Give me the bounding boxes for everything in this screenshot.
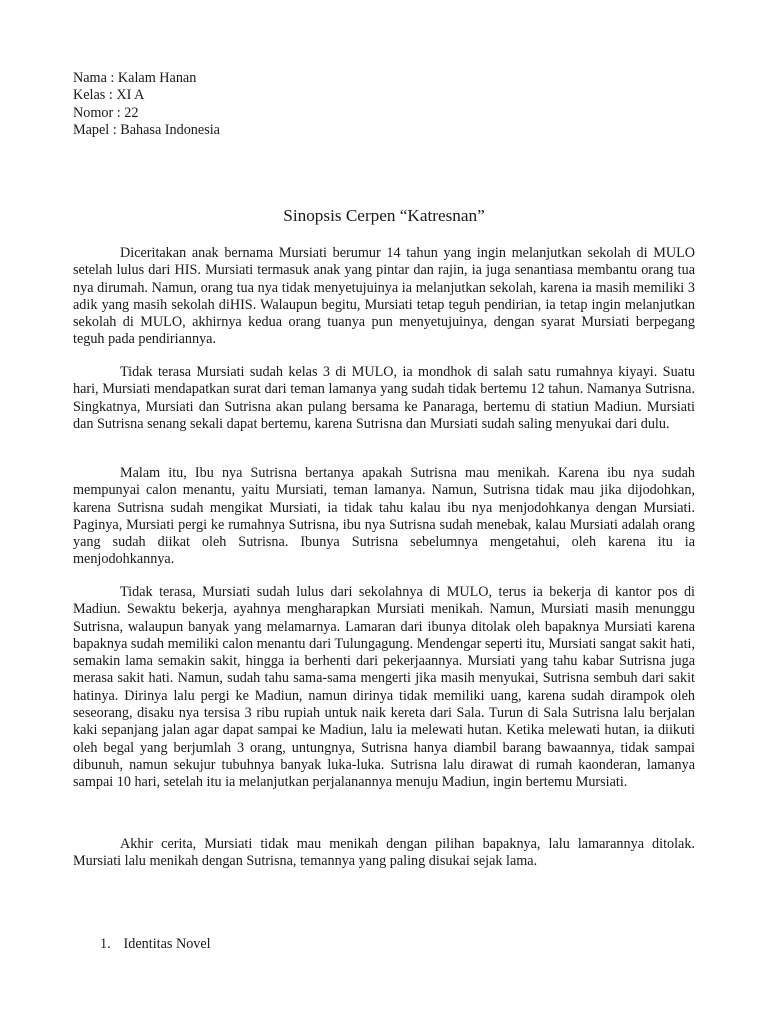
paragraph-1: Diceritakan anak bernama Mursiati berumur 14 tahun yang ingin melanjutkan sekolah di MULO setelah lulus dari HIS. Mursiati termasuk anak yang pintar dan rajin, ia juga senantiasa membantu orang tua nya dirumah. Namun, orang tua nya tidak menyetujuinya ia melanjutkan sekolah, karena ia masih memiliki 3 adik yang masih sekolah diHIS. Walaupun begitu, Mursiati tetap teguh pendirian, ia tetap ingin melanjutkan sekolah di MULO, akhirnya kedua orang tuanya pun menyetujuinya, dengan syarat Mursiati berpegang teguh pada pendiriannya. [73, 245, 695, 348]
student-info [73, 70, 220, 139]
student-class: Kelas : XI A [73, 87, 145, 104]
paragraph-3: Malam itu, Ibu nya Sutrisna bertanya apakah Sutrisna mau menikah. Karena ibu nya sudah mempunyai calon menantu, yaitu Mursiati, teman lamanya. Namun, Sutrisna tidak mau jika dijodohkan, karena Sutrisna sudah mengikat Mursiati, ia tidak tahu kalau ibu nya menjodohkanya dengan Mursiati. Paginya, Mursiati pergi ke rumahnya Sutrisna, ibu nya Sutrisna sudah menebak, kalau Mursiati adalah orang yang sudah diikat oleh Sutrisna. Ibunya Sutrisna sebelumnya mengetahui, oleh karena itu ia menjodohkannya. [73, 465, 695, 568]
student-number: Nomor : 22 [73, 104, 139, 121]
subject: Mapel : Bahasa Indonesia [73, 121, 220, 138]
list-number: 1. [100, 936, 111, 952]
list-item-label: Identitas Novel [123, 936, 211, 952]
paragraph-4: Tidak terasa, Mursiati sudah lulus dari sekolahnya di MULO, terus ia bekerja di kantor pos di Madiun. Sewaktu bekerja, ayahnya mengharapkan Mursiati menikah. Namun, Mursiati masih menunggu Sutrisna, walaupun banyak yang melamarnya. Lamaran dari ibunya ditolak oleh bapaknya Mursiati karena bapaknya sudah memiliki calon menantu dari Tulungagung. Mendengar seperti itu, Mursiati sangat sakit hati, semakin lama semakin sakit, hingga ia berhenti dari pekerjaannya. Mursiati yang tahu kabar Sutrisna juga merasa sakit hati. Namun, sudah tahu sama-sama mengerti jika masih menyukai, Sutrisna sembuh dari sakit hatinya. Dirinya lalu pergi ke Madiun, namun dirinya tidak memiliki uang, karena sudah dirampok oleh seseorang, disaku nya tersisa 3 ribu rupiah untuk naik kereta dari Sala. Turun di Sala Sutrisna lalu berjalan kaki sepanjang jalan agar dapat sampai ke Madiun, lalu ia melewati hutan. Ketika melewati hutan, ia diikuti oleh begal yang berjumlah 3 orang, untungnya, Sutrisna hanya diambil barang bawaannya, tidak sampai dibunuh, namun sekujur tubuhnya banyak luka-luka. Sutrisna lalu dirawat di rumah kaonderan, lamanya sampai 10 hari, setelah itu ia melanjutkan perjalanannya menuju Madiun, ingin bertemu Mursiati. [73, 584, 695, 791]
numbered-list-item [100, 936, 211, 953]
document-title: Sinopsis Cerpen “Katresnan” [283, 206, 485, 225]
document-page [73, 0, 695, 1024]
paragraph-5: Akhir cerita, Mursiati tidak mau menikah dengan pilihan bapaknya, lalu lamarannya ditolak. Mursiati lalu menikah dengan Sutrisna, temannya yang paling disukai sejak lama. [73, 836, 695, 870]
student-name: Nama : Kalam Hanan [73, 70, 197, 86]
paragraph-2: Tidak terasa Mursiati sudah kelas 3 di MULO, ia mondhok di salah satu rumahnya kiyayi. Suatu hari, Mursiati mendapatkan surat dari teman lamanya yang sudah tidak bertemu 12 tahun. Namanya Sutrisna. Singkatnya, Mursiati dan Sutrisna akan pulang bersama ke Panaraga, bertemu di statiun Madiun. Mursiati dan Sutrisna senang sekali dapat bertemu, karena Sutrisna dan Mursiati sudah saling menyukai dari dulu. [73, 364, 695, 432]
